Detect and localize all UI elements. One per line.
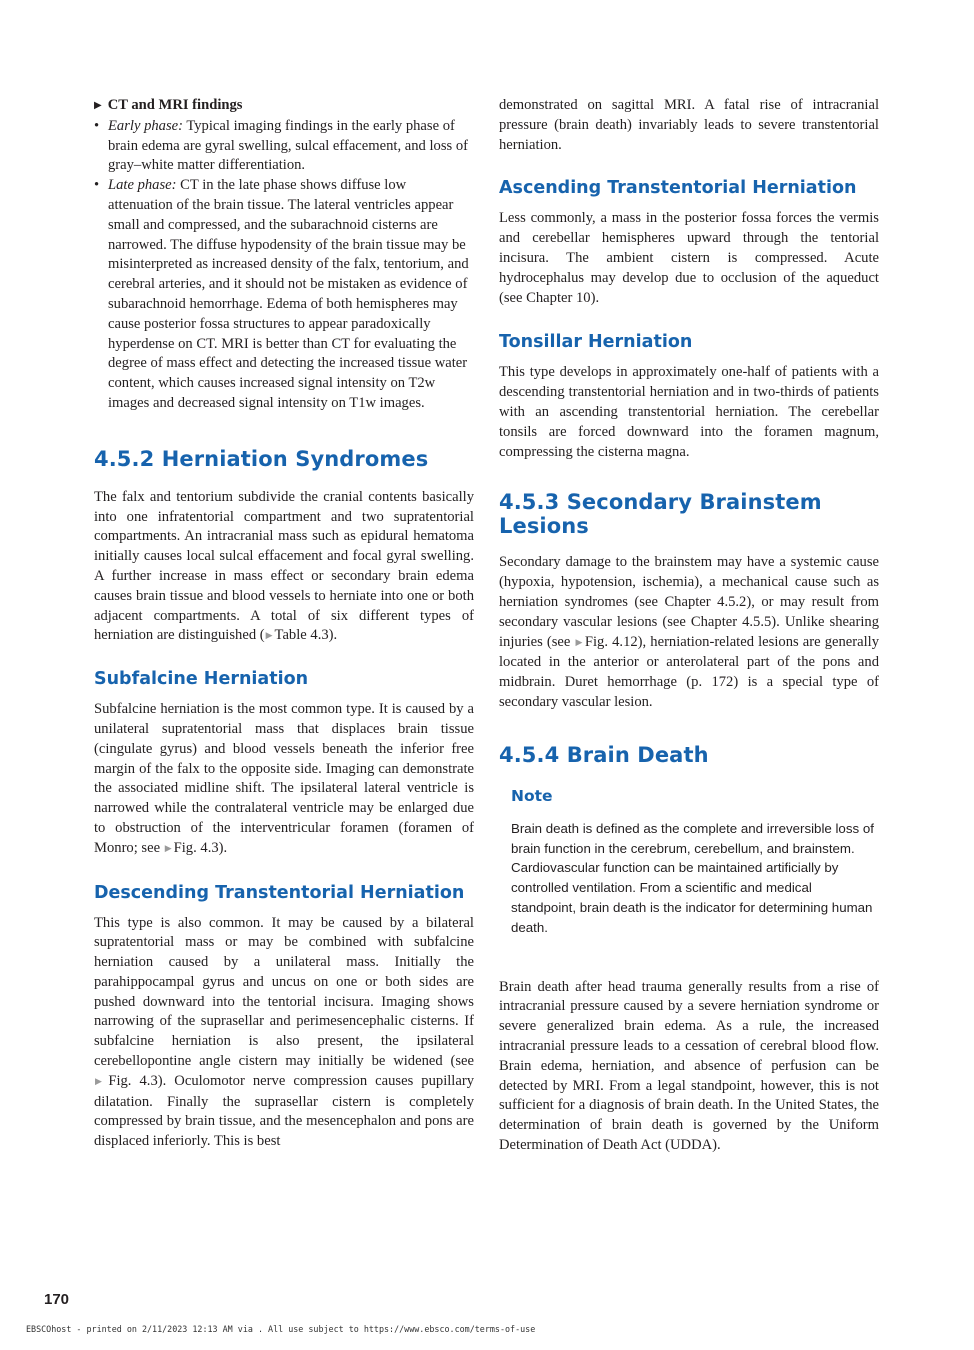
herniation-syndromes-heading: 4.5.2 Herniation Syndromes — [94, 446, 429, 471]
brain-death-heading: 4.5.4 Brain Death — [499, 742, 709, 767]
figure-ref-link[interactable]: Fig. 4.3 — [173, 839, 219, 856]
tonsillar-paragraph: This type develops in approximately one-half of patients with a descending transtentorial herniation and in two-thirds of patients with an ascending transtentorial herniation. The cerebellar tonsils are forced downward into the foramen magnum, compressing the cisterna magna. — [499, 364, 879, 460]
figure-ref-link[interactable]: Fig. 4.3 — [108, 1072, 158, 1089]
brain-death-paragraph: Brain death after head trauma generally results from a rise of intracranial pressure caused by a severe herniation syndrome or severe generalized brain edema. As a rule, the increased intracranial pressure leads to a cessation of cerebral blood flow. Brain edema, herniation, and absence of perfusion can be detected by MRI. From a legal standpoint, however, this is not sufficient for a diagnosis of brain death. In the United States, the determination of brain death is governed by the Uniform Determination of Death Act (UDDA). — [499, 978, 879, 1153]
herniation-paragraph: The falx and tentorium subdivide the cranial contents basically into one infratentorial compartment and two supratentorial compartments. An intracranial mass such as epidural hematoma initially causes local sulcal effacement and focal gyral swelling. A further increase in mass effect or secondary brain edema causes brain tissue and blood vessels to herniate into one or both adjacent compartments. A total of six different types of herniation are distinguished (▶ Table 4.3). — [94, 488, 474, 644]
figure-ref-link[interactable]: Fig. 4.12 — [584, 633, 638, 650]
triangle-bullet-icon: ▶ — [94, 100, 102, 111]
reference-arrow-icon: ▶ — [265, 630, 273, 641]
right-column — [499, 96, 879, 1156]
note-box — [511, 787, 879, 938]
ct-mri-heading: ▶ CT and MRI findings — [94, 96, 474, 117]
subfalcine-paragraph: Subfalcine herniation is the most common type. It is caused by a unilateral supratentorial mass that displaces brain tissue (cingulate gyrus) and blood vessels beneath the inferior free margin of the falx to the opposite side. Imaging can demonstrate the associated midline shift. The ipsilateral lateral ventricle is narrowed while the contralateral ventricle may be enlarged due to obstruction of the interventricular foramen (foramen of Monro; see ▶ Fig. 4.3). — [94, 701, 474, 856]
reference-arrow-icon: ▶ — [95, 1075, 107, 1086]
continuation-paragraph: demonstrated on sagittal MRI. A fatal rise of intracranial pressure (brain death) invariably leads to severe transtentorial herniation. — [499, 97, 879, 153]
secondary-brainstem-heading: 4.5.3 Secondary Brainstem Lesions — [499, 490, 822, 539]
list-item: • Late phase: CT in the late phase shows diffuse low attenuation of the brain tissue. The lateral ventricles appear small and compressed, and the subarachnoid cisterns are narrowed. The diffuse hypodensity of the brain tissue may be misinterpreted as increased density of the falx, tentorium, and cerebral arteries, and it should not be mistaken as evidence of subarachnoid hemorrhage. Edema of both hemispheres may cause posterior fossa structures to appear paradoxically hyperdense on CT. MRI is better than CT for evaluating the degree of mass effect and detecting the increased tissue water content, which causes increased signal intensity on T2w images and decreased signal intensity on T1w images. — [94, 176, 474, 414]
subfalcine-heading: Subfalcine Herniation — [94, 669, 309, 690]
reference-arrow-icon: ▶ — [575, 636, 583, 647]
descending-heading: Descending Transtentorial Herniation — [94, 882, 465, 903]
findings-list — [94, 117, 474, 414]
note-label: Note — [511, 786, 553, 805]
list-item: • Early phase: Typical imaging findings in the early phase of brain edema are gyral swelling, sulcal effacement, and loss of gray–white matter differentiation. — [94, 117, 474, 176]
secondary-paragraph: Secondary damage to the brainstem may have a systemic cause (hypoxia, hypotension, ischemia), a mechanical cause such as herniation syndromes (see Chapter 4.5.2), or may result from secondary vascular lesions (see Chapter 4.5.5). Unlike shearing injuries (see ▶ Fig. 4.12), herniation-related lesions are generally located in the anterior or anterolateral part of the pons and midbrain. Duret hemorrhage (p. 172) is a special type of secondary vascular lesion. — [499, 554, 879, 710]
reference-arrow-icon: ▶ — [164, 842, 172, 853]
ascending-heading: Ascending Transtentorial Herniation — [499, 178, 857, 199]
footer-notice: EBSCOhost - printed on 2/11/2023 12:13 AM via . All use subject to https://www.ebsco.com/terms-of-use — [26, 1324, 536, 1334]
left-column — [94, 96, 474, 1152]
note-text: Brain death is defined as the complete and irreversible loss of brain function in the cerebrum, cerebellum, and brainstem. Cardiovascular function can be maintained artificially by controlled ventilation. From a scientific and medical standpoint, brain death is the indicator for determining human death. — [511, 820, 874, 935]
table-ref-link[interactable]: Table 4.3 — [274, 627, 329, 644]
page-number: 170 — [44, 1291, 70, 1308]
tonsillar-heading: Tonsillar Herniation — [499, 332, 693, 353]
descending-paragraph: This type is also common. It may be caused by a bilateral supratentorial mass or may be combined with subfalcine herniation caused by a unilateral mass. Initially the parahippocampal gyrus and uncus on one or both sides are pushed downward into the tentorial incisura. Imaging shows narrowing of the suprasellar and perimesencephalic cisterns. If subfalcine herniation is also present, the ipsilateral cerebellopontine angle cistern may initially be widened (see ▶ Fig. 4.3). Oculomotor nerve compression causes pupillary dilatation. Finally the suprasellar cistern is completely compressed by brain tissue, and the mesencephalon and pons are displaced inferiorly. This is best — [94, 914, 474, 1150]
ascending-paragraph: Less commonly, a mass in the posterior fossa forces the vermis and cerebellar hemispheres upward through the tentorial incisura. The ambient cistern is compressed. Acute hydrocephalus may develop due to occlusion of the aqueduct (see Chapter 10). — [499, 210, 879, 306]
